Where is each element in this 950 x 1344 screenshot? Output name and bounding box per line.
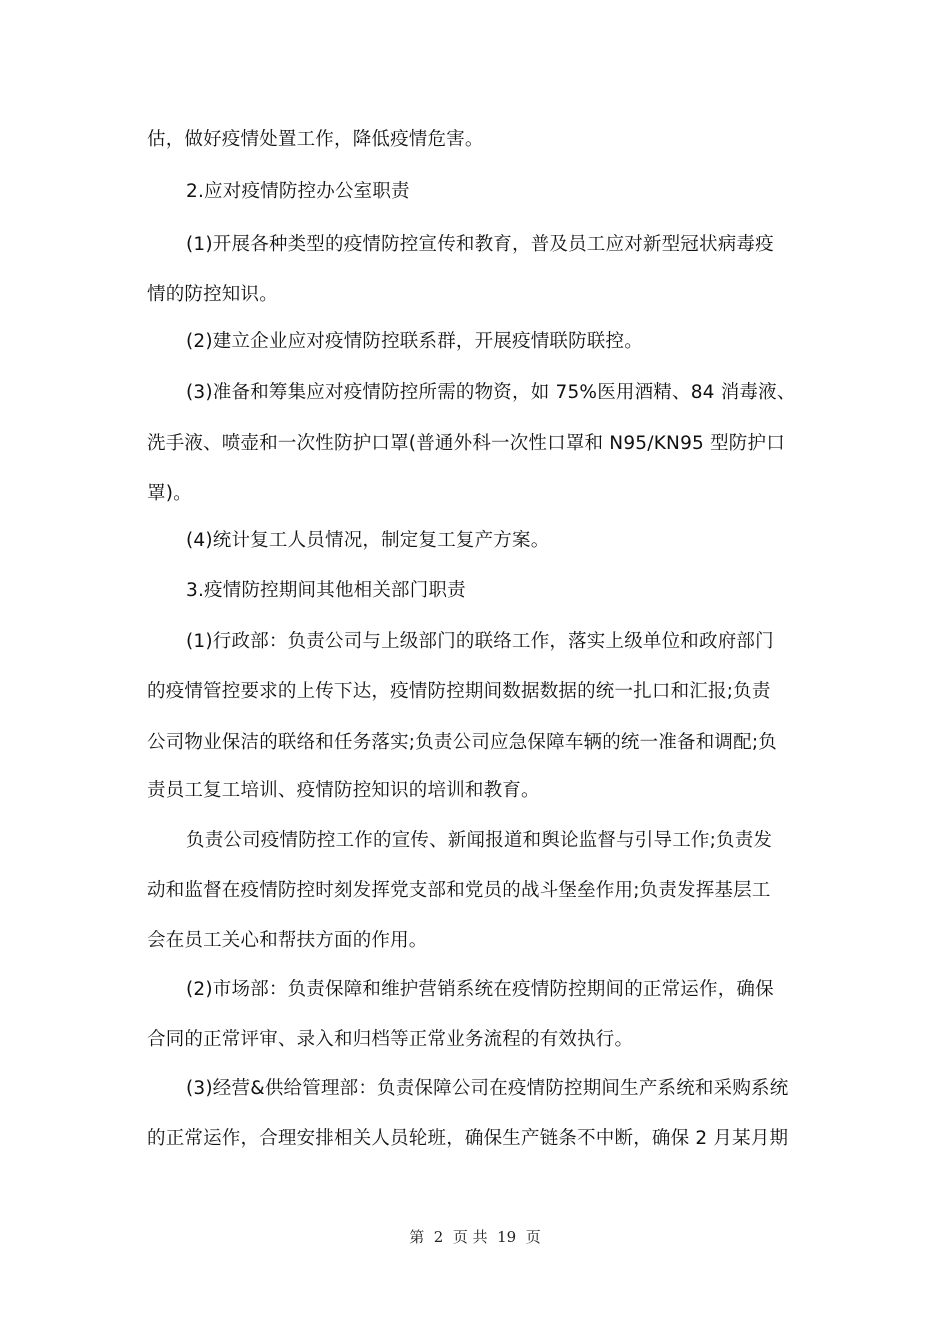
text-line: 动和监督在疫情防控时刻发挥党支部和党员的战斗堡垒作用;负责发挥基层工 xyxy=(147,880,771,901)
text-line: 估，做好疫情处置工作，降低疫情危害。 xyxy=(147,129,484,150)
text-line: 责员工复工培训、疫情防控知识的培训和教育。 xyxy=(147,780,540,801)
text-line: (1)开展各种类型的疫情防控宣传和教育，普及员工应对新型冠状病毒疫 xyxy=(186,234,774,255)
text-line: (2)市场部：负责保障和维护营销系统在疫情防控期间的正常运作，确保 xyxy=(186,979,774,1000)
page-number-footer: 第 2 页 共 19 页 xyxy=(409,1228,541,1246)
text-line: 负责公司疫情防控工作的宣传、新闻报道和舆论监督与引导工作;负责发 xyxy=(186,830,773,851)
text-line: (2)建立企业应对疫情防控联系群，开展疫情联防联控。 xyxy=(186,331,643,352)
text-line: 洗手液、喷壶和一次性防护口罩(普通外科一次性口罩和 N95/KN95 型防护口 xyxy=(147,433,785,454)
text-line: (3)经营&供给管理部：负责保障公司在疫情防控期间生产系统和采购系统 xyxy=(186,1078,789,1099)
text-line: 合同的正常评审、录入和归档等正常业务流程的有效执行。 xyxy=(147,1029,634,1050)
text-line: (3)准备和筹集应对疫情防控所需的物资，如 75%医用酒精、84 消毒液、 xyxy=(186,382,796,403)
section-heading: 2.应对疫情防控办公室职责 xyxy=(186,181,410,202)
text-line: 公司物业保洁的联络和任务落实;负责公司应急保障车辆的统一准备和调配;负 xyxy=(147,732,777,753)
text-line: 情的防控知识。 xyxy=(147,284,278,305)
text-line: (1)行政部：负责公司与上级部门的联络工作，落实上级单位和政府部门 xyxy=(186,631,774,652)
text-line: 的疫情管控要求的上传下达，疫情防控期间数据数据的统一扎口和汇报;负责 xyxy=(147,681,771,702)
section-heading: 3.疫情防控期间其他相关部门职责 xyxy=(186,580,466,601)
text-line: (4)统计复工人员情况，制定复工复产方案。 xyxy=(186,530,550,551)
text-line: 会在员工关心和帮扶方面的作用。 xyxy=(147,930,428,951)
text-line: 罩)。 xyxy=(147,483,192,504)
text-line: 的正常运作，合理安排相关人员轮班，确保生产链条不中断，确保 2 月某月期 xyxy=(147,1128,789,1149)
